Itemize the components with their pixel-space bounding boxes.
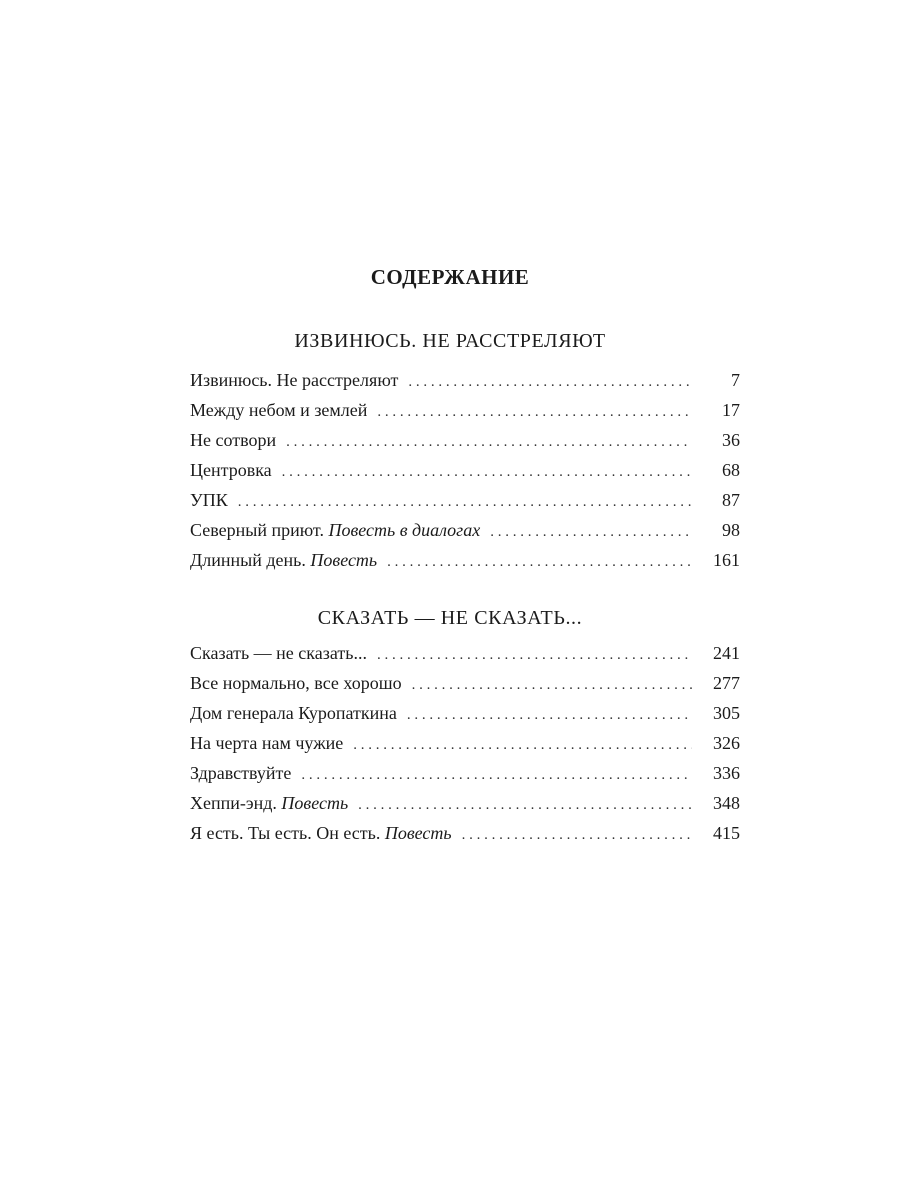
- dot-leader: [286, 427, 692, 457]
- entry-genre-subtitle: Повесть: [281, 793, 349, 813]
- section-heading: СКАЗАТЬ — НЕ СКАЗАТЬ...: [317, 607, 583, 629]
- entry-main-title: Между небом и землей: [190, 400, 368, 420]
- toc-entry-title: [190, 365, 398, 395]
- dot-leader: [490, 517, 692, 547]
- dot-leader: [377, 397, 692, 427]
- entry-main-title: Не сотвори: [190, 430, 277, 450]
- entry-main-title: УПК: [190, 490, 228, 510]
- entry-main-title: Северный приют.: [190, 520, 329, 540]
- entry-main-title: Я есть. Ты есть. Он есть.: [190, 823, 385, 843]
- toc-entry: [190, 698, 740, 728]
- toc-entry: [190, 395, 740, 425]
- page-number: 277: [713, 673, 740, 693]
- entry-main-title: Сказать — не сказать...: [190, 643, 367, 663]
- entry-genre-subtitle: Повесть: [310, 550, 378, 570]
- dot-leader: [387, 547, 692, 577]
- toc-entry: [190, 728, 740, 758]
- entry-main-title: На черта нам чужие: [190, 733, 344, 753]
- dot-leader: [282, 457, 692, 487]
- dot-leader: [408, 367, 692, 397]
- dot-leader: [301, 760, 692, 790]
- toc-entry: [190, 788, 740, 818]
- toc-entry-title: [190, 788, 348, 818]
- toc-entry-title: [190, 818, 452, 848]
- toc-title: СОДЕРЖАНИЕ: [370, 265, 530, 289]
- page-number: 415: [713, 823, 740, 843]
- toc-entry: [190, 485, 740, 515]
- page-number: 17: [722, 400, 740, 420]
- toc-section-list: [190, 365, 740, 575]
- entry-main-title: Извинюсь. Не расстреляют: [190, 370, 399, 390]
- toc-entry-title: [190, 668, 402, 698]
- page-number: 98: [722, 520, 740, 540]
- toc-entry: [190, 758, 740, 788]
- entry-main-title: Хеппи-энд.: [190, 793, 282, 813]
- page-number: 87: [722, 490, 740, 510]
- toc-entry: [190, 818, 740, 848]
- toc-entry-title: [190, 515, 480, 545]
- page-number: 305: [713, 703, 740, 723]
- toc-entry: [190, 545, 740, 575]
- toc-entry: [190, 638, 740, 668]
- dot-leader: [358, 790, 692, 820]
- toc-entry: [190, 455, 740, 485]
- entry-main-title: Центровка: [190, 460, 272, 480]
- section-heading: ИЗВИНЮСЬ. НЕ РАССТРЕЛЯЮТ: [294, 330, 606, 352]
- page-number: 36: [722, 430, 740, 450]
- page-number: 68: [722, 460, 740, 480]
- toc-entry: [190, 365, 740, 395]
- page-number: 161: [713, 550, 740, 570]
- dot-leader: [412, 670, 692, 700]
- toc-entry-title: [190, 698, 397, 728]
- entry-main-title: Здравствуйте: [190, 763, 292, 783]
- toc-entry-title: [190, 395, 367, 425]
- page-number: 336: [713, 763, 740, 783]
- dot-leader: [353, 730, 692, 760]
- toc-entry: [190, 668, 740, 698]
- dot-leader: [462, 820, 692, 850]
- entry-main-title: Все нормально, все хорошо: [190, 673, 402, 693]
- entry-main-title: Дом генерала Куропаткина: [190, 703, 397, 723]
- toc-entry-title: [190, 638, 367, 668]
- toc-section-list: [190, 638, 740, 848]
- toc-entry-title: [190, 455, 272, 485]
- entry-genre-subtitle: Повесть в диалогах: [328, 520, 481, 540]
- toc-entry: [190, 515, 740, 545]
- page-number: 326: [713, 733, 740, 753]
- toc-entry-title: [190, 425, 276, 455]
- toc-entry-title: [190, 485, 228, 515]
- toc-entry: [190, 425, 740, 455]
- dot-leader: [377, 640, 692, 670]
- page-number: 7: [731, 370, 740, 390]
- toc-entry-title: [190, 758, 291, 788]
- page-number: 348: [713, 793, 740, 813]
- entry-main-title: Длинный день.: [190, 550, 311, 570]
- dot-leader: [407, 700, 692, 730]
- page-number: 241: [713, 643, 740, 663]
- entry-genre-subtitle: Повесть: [384, 823, 452, 843]
- dot-leader: [238, 487, 692, 517]
- toc-entry-title: [190, 728, 343, 758]
- toc-entry-title: [190, 545, 377, 575]
